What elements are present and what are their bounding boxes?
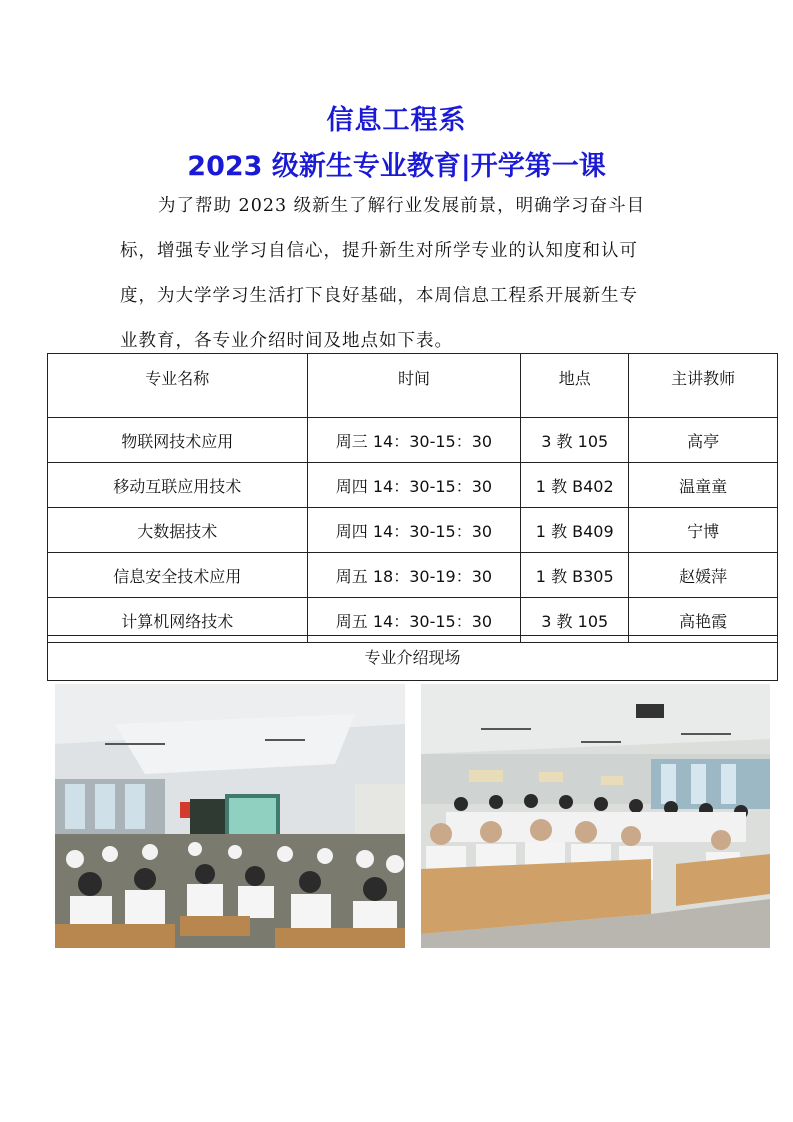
photo-caption: 专业介绍现场 xyxy=(47,635,778,681)
cell-location: 1 教 B402 xyxy=(521,463,629,508)
header-location: 地点 xyxy=(521,354,629,418)
intro-paragraph xyxy=(120,184,680,364)
table-header-row xyxy=(48,354,778,418)
cell-time: 周五 14：30-15：30 xyxy=(307,598,521,643)
cell-location: 1 教 B409 xyxy=(521,508,629,553)
cell-major: 信息安全技术应用 xyxy=(48,553,308,598)
intro-line: 标，增强专业学习自信心，提升新生对所学专业的认知度和认可 xyxy=(120,241,638,261)
cell-time: 周四 14：30-15：30 xyxy=(307,508,521,553)
cell-major: 计算机网络技术 xyxy=(48,598,308,643)
cell-major: 移动互联应用技术 xyxy=(48,463,308,508)
cell-teacher: 高艳霞 xyxy=(629,598,778,643)
cell-major: 大数据技术 xyxy=(48,508,308,553)
page-subtitle: 2023 级新生专业教育|开学第一课 xyxy=(187,151,606,182)
cell-teacher: 赵媛萍 xyxy=(629,553,778,598)
intro-line: 为了帮助 2023 级新生了解行业发展前景，明确学习奋斗目 xyxy=(158,196,646,216)
cell-teacher: 高亭 xyxy=(629,418,778,463)
cell-time: 周四 14：30-15：30 xyxy=(307,463,521,508)
cell-teacher: 宁博 xyxy=(629,508,778,553)
table-row xyxy=(48,553,778,598)
cell-time: 周三 14：30-15：30 xyxy=(307,418,521,463)
table-row xyxy=(48,418,778,463)
cell-time: 周五 18：30-19：30 xyxy=(307,553,521,598)
table-row xyxy=(48,463,778,508)
intro-line: 度，为大学学习生活打下良好基础，本周信息工程系开展新生专 xyxy=(120,286,638,306)
classroom-photo-1 xyxy=(55,684,405,948)
schedule-table xyxy=(47,353,778,643)
page-title: 信息工程系 xyxy=(326,105,467,136)
cell-teacher: 温童童 xyxy=(629,463,778,508)
cell-location: 3 教 105 xyxy=(521,598,629,643)
classroom-photo-2 xyxy=(421,684,770,948)
cell-major: 物联网技术应用 xyxy=(48,418,308,463)
table-row xyxy=(48,508,778,553)
intro-line: 业教育，各专业介绍时间及地点如下表。 xyxy=(120,331,453,351)
header-time: 时间 xyxy=(307,354,521,418)
cell-location: 3 教 105 xyxy=(521,418,629,463)
header-teacher: 主讲教师 xyxy=(629,354,778,418)
header-major: 专业名称 xyxy=(48,354,308,418)
cell-location: 1 教 B305 xyxy=(521,553,629,598)
